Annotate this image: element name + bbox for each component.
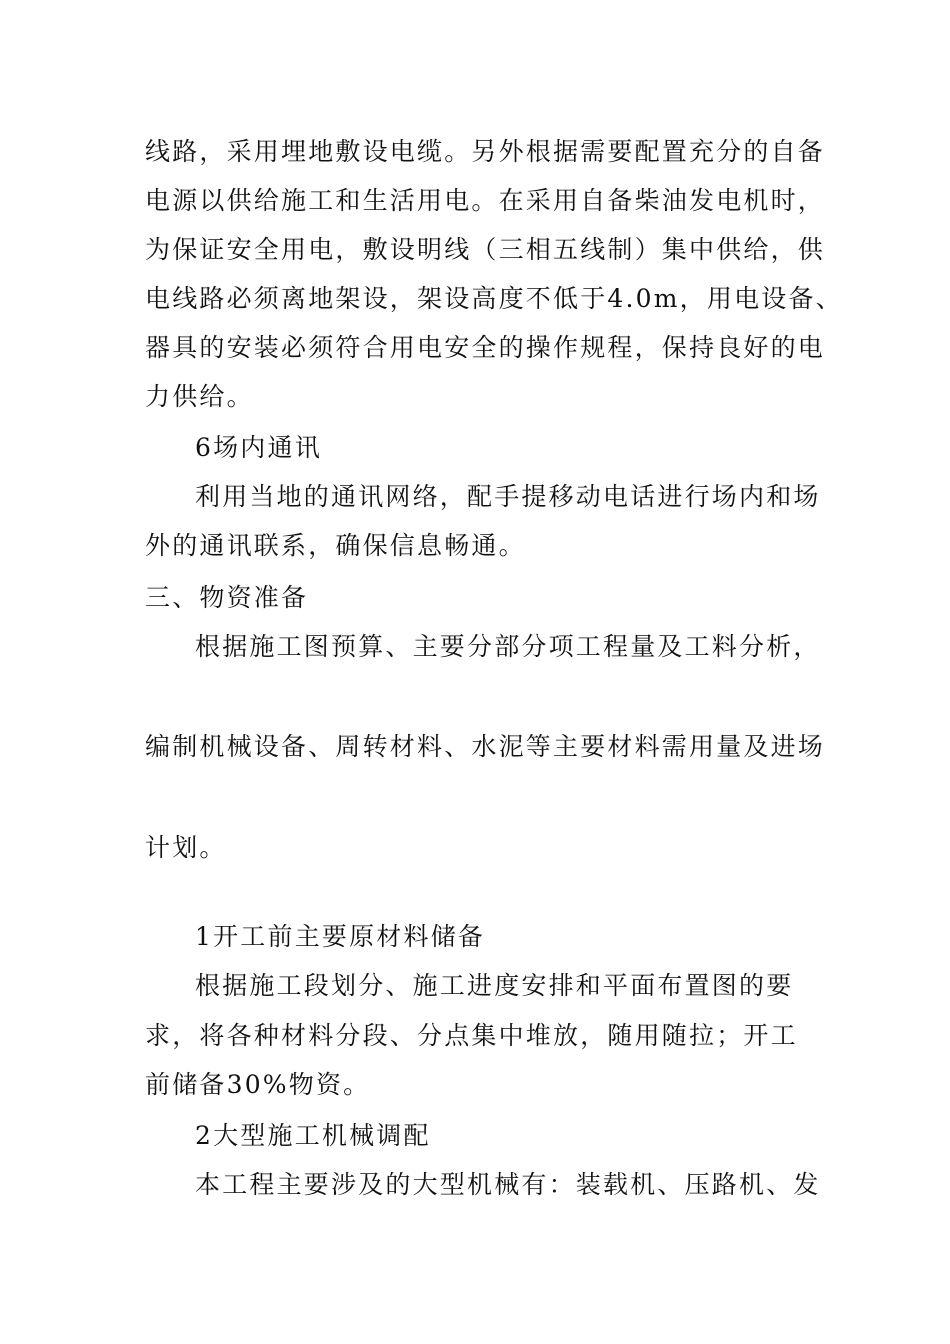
section-heading: 6场内通讯 [195,433,322,462]
text-line: 本工程主要涉及的大型机械有：装载机、压路机、发 [195,1170,821,1199]
text-line: 编制机械设备、周转材料、水泥等主要材料需用量及进场 [145,732,826,761]
section-heading: 1开工前主要原材料储备 [195,922,486,951]
text-line: 力供给。 [145,382,254,411]
text-line: 根据施工图预算、主要分部分项工程量及工料分析， [195,632,821,661]
text-line: 计划。 [145,833,227,862]
text-line: 电源以供给施工和生活用电。在采用自备柴油发电机时， [145,186,826,215]
section-heading: 三、物资准备 [145,583,309,612]
text-line: 外的通讯联系，确保信息畅通。 [145,531,526,560]
text-line: 前储备30%物资。 [145,1070,371,1099]
text-line: 求，将各种材料分段、分点集中堆放，随用随拉；开工 [145,1021,798,1050]
text-line: 根据施工段划分、施工进度安排和平面布置图的要 [195,971,794,1000]
text-line: 电线路必须离地架设，架设高度不低于4.0m，用电设备、 [145,284,843,313]
text-line: 线路，采用埋地敷设电缆。另外根据需要配置充分的自备 [145,137,826,166]
text-line: 器具的安装必须符合用电安全的操作规程，保持良好的电 [145,333,826,362]
text-line: 利用当地的通讯网络，配手提移动电话进行场内和场 [195,482,821,511]
section-heading: 2大型施工机械调配 [195,1121,431,1150]
text-line: 为保证安全用电，敷设明线（三相五线制）集中供给，供 [145,235,826,264]
